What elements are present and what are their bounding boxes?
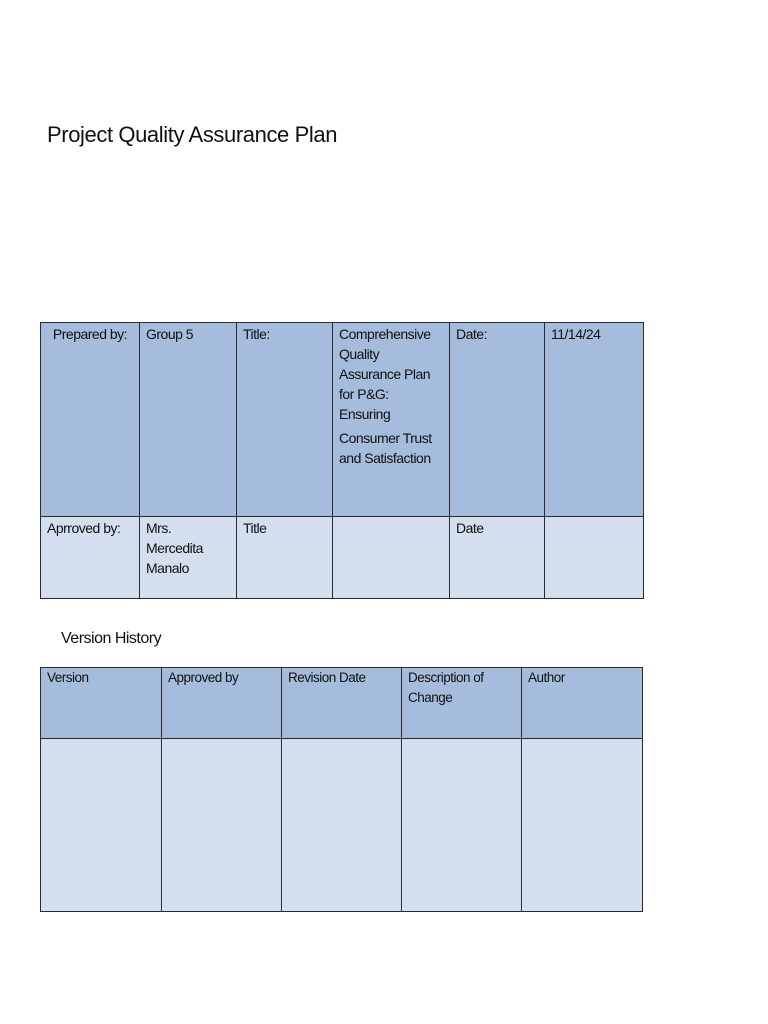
version-history-header-row (41, 668, 643, 739)
version-history-heading: Version History (61, 630, 162, 647)
version-cell (41, 739, 162, 912)
version-history-table (40, 667, 643, 912)
table-row (41, 739, 643, 912)
author-cell (522, 739, 643, 912)
approved-by-label: Aprroved by: (41, 517, 140, 599)
prepared-by-label: Prepared by: (41, 323, 140, 517)
page-title: Project Quality Assurance Plan (47, 122, 338, 147)
description-cell (402, 739, 522, 912)
prepared-by-value: Group 5 (140, 323, 237, 517)
column-header-description: Description of Change (402, 668, 522, 739)
approved-title-value (333, 517, 450, 599)
title-label: Title: (237, 323, 333, 517)
title-value (333, 323, 450, 517)
approved-date-label: Date (450, 517, 545, 599)
approved-row (41, 517, 644, 599)
column-header-revision-date: Revision Date (282, 668, 402, 739)
prepared-row (41, 323, 644, 517)
date-value: 11/14/24 (545, 323, 644, 517)
document-info-table (40, 322, 644, 599)
approved-title-label: Title (237, 517, 333, 599)
title-value-part1: Comprehensive Quality Assurance Plan for P&G: Ensuring (339, 326, 431, 422)
approved-by-value: Mrs. Mercedita Manalo (140, 517, 237, 599)
title-value-part2: Consumer Trust and Satisfaction (339, 430, 432, 466)
column-header-approved-by: Approved by (162, 668, 282, 739)
approved-date-value (545, 517, 644, 599)
column-header-version: Version (41, 668, 162, 739)
column-header-author: Author (522, 668, 643, 739)
revision-date-cell (282, 739, 402, 912)
date-label: Date: (450, 323, 545, 517)
approved-by-cell (162, 739, 282, 912)
